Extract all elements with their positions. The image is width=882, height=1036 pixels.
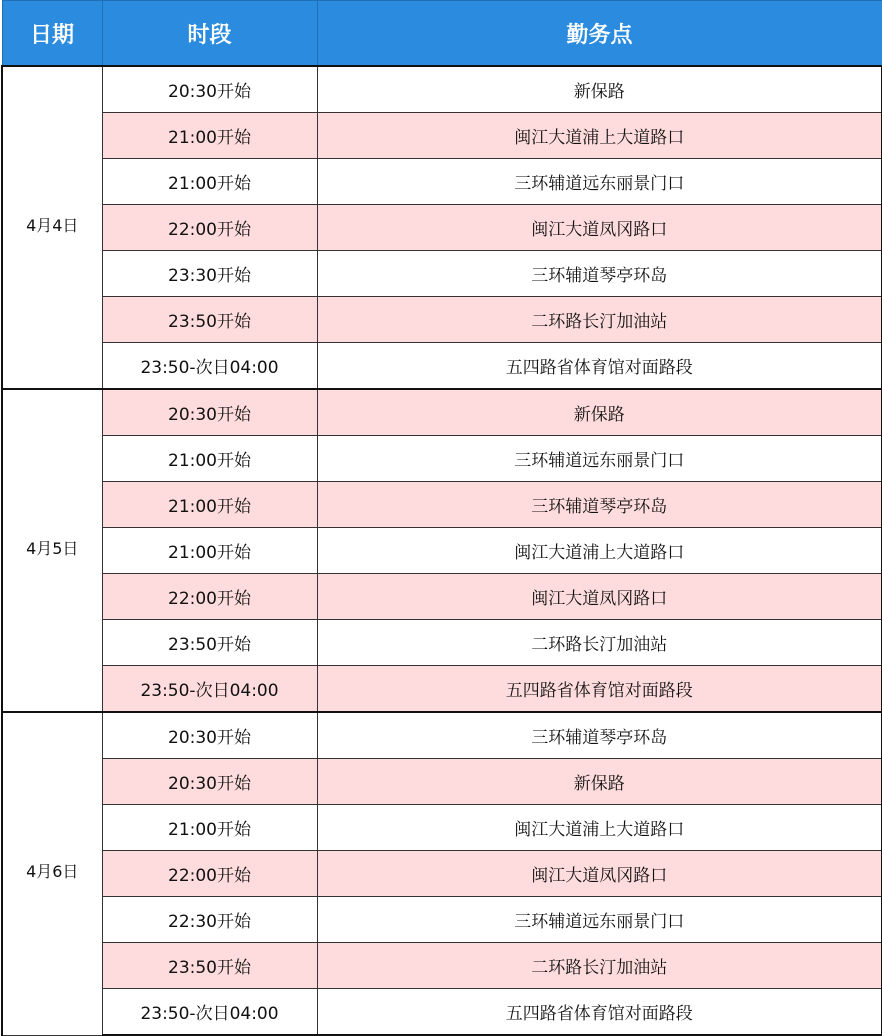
header-date: 日期	[2, 1, 102, 67]
table-row	[2, 297, 882, 343]
table-row	[2, 574, 882, 620]
table-row	[2, 897, 882, 943]
time-cell: 21:00开始	[102, 805, 317, 851]
time-cell: 23:50-次日04:00	[102, 989, 317, 1036]
duty-schedule-table	[1, 0, 882, 1036]
table-row	[2, 989, 882, 1036]
time-cell: 22:00开始	[102, 851, 317, 897]
table-row	[2, 666, 882, 713]
location-cell: 闽江大道浦上大道路口	[317, 113, 882, 159]
header-row	[2, 1, 882, 67]
time-cell: 22:00开始	[102, 574, 317, 620]
table-row	[2, 436, 882, 482]
location-cell: 二环路长汀加油站	[317, 943, 882, 989]
time-cell: 21:00开始	[102, 113, 317, 159]
table-header	[2, 1, 882, 67]
time-cell: 20:30开始	[102, 389, 317, 436]
table-row	[2, 343, 882, 390]
header-location: 勤务点	[317, 1, 882, 67]
table-row	[2, 759, 882, 805]
time-cell: 23:50开始	[102, 297, 317, 343]
location-cell: 三环辅道远东丽景门口	[317, 897, 882, 943]
time-cell: 23:30开始	[102, 251, 317, 297]
location-cell: 闽江大道凤冈路口	[317, 574, 882, 620]
location-cell: 三环辅道琴亭环岛	[317, 482, 882, 528]
table-row	[2, 805, 882, 851]
location-cell: 闽江大道浦上大道路口	[317, 528, 882, 574]
table-row	[2, 159, 882, 205]
date-cell: 4月6日	[2, 712, 102, 1035]
time-cell: 20:30开始	[102, 712, 317, 759]
header-time: 时段	[102, 1, 317, 67]
time-cell: 20:30开始	[102, 759, 317, 805]
time-cell: 21:00开始	[102, 159, 317, 205]
date-cell: 4月4日	[2, 66, 102, 389]
table-row	[2, 205, 882, 251]
location-cell: 五四路省体育馆对面路段	[317, 666, 882, 713]
time-cell: 22:30开始	[102, 897, 317, 943]
location-cell: 新保路	[317, 389, 882, 436]
location-cell: 新保路	[317, 66, 882, 113]
table-row	[2, 389, 882, 436]
table-row	[2, 528, 882, 574]
time-cell: 20:30开始	[102, 66, 317, 113]
location-cell: 二环路长汀加油站	[317, 297, 882, 343]
location-cell: 五四路省体育馆对面路段	[317, 989, 882, 1036]
time-cell: 23:50开始	[102, 943, 317, 989]
table-row	[2, 113, 882, 159]
location-cell: 闽江大道浦上大道路口	[317, 805, 882, 851]
location-cell: 三环辅道琴亭环岛	[317, 251, 882, 297]
time-cell: 21:00开始	[102, 436, 317, 482]
table-body	[2, 66, 882, 1035]
time-cell: 23:50-次日04:00	[102, 666, 317, 713]
location-cell: 新保路	[317, 759, 882, 805]
time-cell: 21:00开始	[102, 482, 317, 528]
location-cell: 闽江大道凤冈路口	[317, 851, 882, 897]
location-cell: 三环辅道远东丽景门口	[317, 159, 882, 205]
time-cell: 21:00开始	[102, 528, 317, 574]
table-row	[2, 66, 882, 113]
location-cell: 三环辅道远东丽景门口	[317, 436, 882, 482]
table-row	[2, 712, 882, 759]
table-row	[2, 482, 882, 528]
date-cell: 4月5日	[2, 389, 102, 712]
location-cell: 二环路长汀加油站	[317, 620, 882, 666]
table-row	[2, 620, 882, 666]
location-cell: 三环辅道琴亭环岛	[317, 712, 882, 759]
time-cell: 23:50-次日04:00	[102, 343, 317, 390]
time-cell: 23:50开始	[102, 620, 317, 666]
location-cell: 五四路省体育馆对面路段	[317, 343, 882, 390]
table-row	[2, 251, 882, 297]
table-row	[2, 943, 882, 989]
table-row	[2, 851, 882, 897]
time-cell: 22:00开始	[102, 205, 317, 251]
location-cell: 闽江大道凤冈路口	[317, 205, 882, 251]
